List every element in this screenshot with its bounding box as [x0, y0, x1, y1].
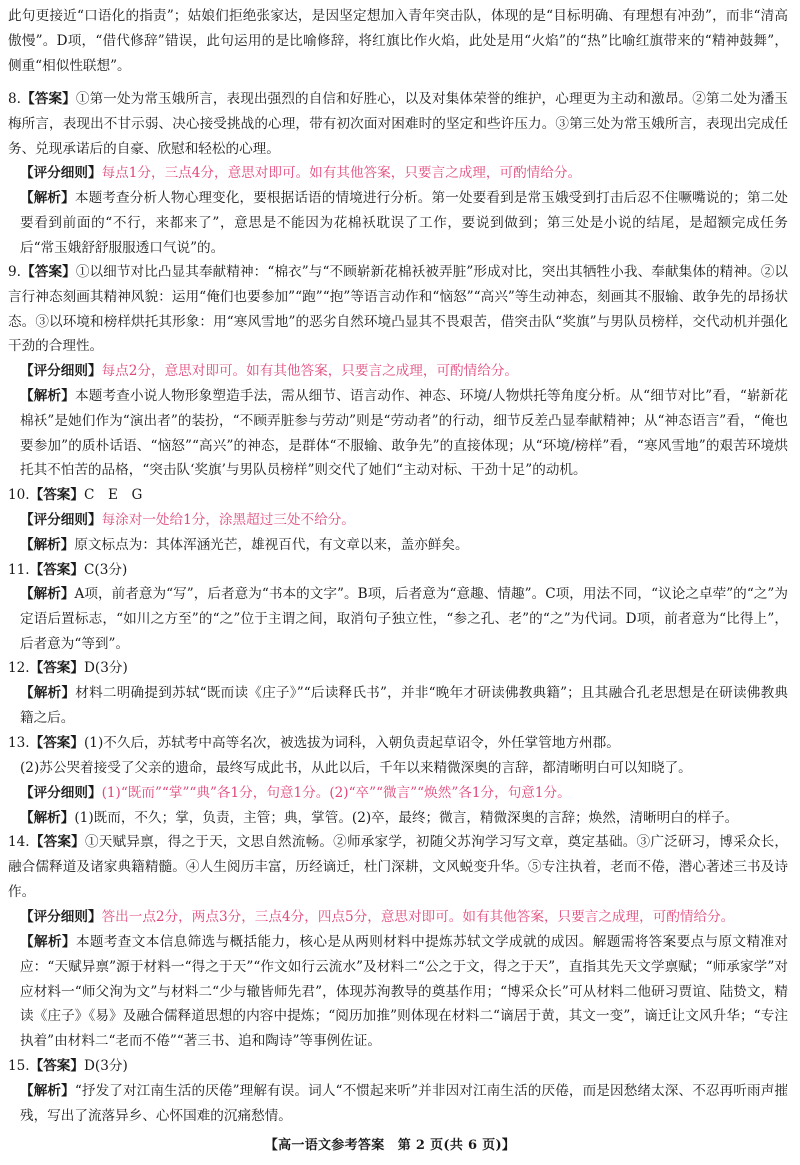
body-text: 原文标点为：其体浑涵光芒，雄视百代，有文章以来，盖亦鲜矣。	[74, 537, 469, 553]
section-label: 【答案】	[29, 735, 84, 751]
section-label: 【答案】	[29, 1058, 84, 1074]
section-label: 【评分细则】	[20, 363, 102, 379]
answer-paragraph-p15a	[8, 1054, 788, 1079]
section-label: 【解析】	[20, 586, 75, 602]
section-label: 【评分细则】	[20, 165, 102, 181]
body-text: “抒发了对江南生活的厌倦”理解有误。词人“不惯起来听”并非因对江南生活的厌倦，而是因愁绪太深、不忍再听雨声摧残，写出了流落异乡、心怀国难的沉痛愁情。	[20, 1083, 789, 1124]
answer-paragraph-p10c	[8, 533, 788, 558]
section-label: 【解析】	[20, 537, 75, 553]
answer-paragraph-p14a	[8, 830, 788, 904]
body-text: ①第一处为常玉娥所言，表现出强烈的自信和好胜心，以及对集体荣誉的维护，心理更为主动和激昂。②第二处为潘玉梅所言，表现出不甘示弱、决心接受挑战的心理，带有初次面对困难时的坚定和些许压力。③第三处为常玉娥所言，表现出完成任务、兑现承诺后的自豪、欣慰和轻松的心理。	[8, 91, 788, 157]
body-text: ①天赋异禀，得之于天，文思自然流畅。②师承家学，初随父苏洵学习写文章，奠定基础。③广泛研习，博采众长，融合儒释道及诸家典籍精髓。④人生阅历丰富，历经谪迁，杜门深耕，文风蜕变升华。⑤专注执着，老而不倦，潜心著述三书及诗作。	[8, 834, 789, 900]
answer-paragraph-p9c	[8, 384, 788, 483]
section-label: 【答案】	[29, 834, 85, 850]
body-text: 10.	[8, 487, 30, 503]
answer-paragraph-p13c	[8, 781, 788, 806]
scoring-rule-text: 答出一点2分，两点3分，三点4分，四点5分，意思对即可。如有其他答案，只要言之成理，可酌情给分。	[101, 909, 735, 925]
answer-paragraph-p11a	[8, 558, 788, 583]
body-text: (2)苏公哭着接受了父亲的遗命，最终写成此书，从此以后，千年以来精微深奥的言辞，都清晰明白可以知晓了。	[20, 760, 692, 776]
section-label: 【评分细则】	[20, 512, 102, 528]
answer-paragraph-p13a	[8, 731, 788, 756]
scoring-rule-text: 每点1分，三点4分，意思对即可。如有其他答案，只要言之成理，可酌情给分。	[101, 165, 582, 181]
section-label: 【解析】	[20, 1083, 75, 1099]
body-text: (1)既而，不久；掌，负责，主管；典，掌管。(2)卒，最终；微言，精微深奥的言辞；焕然，清晰明白的样子。	[74, 810, 739, 826]
section-label: 【解析】	[20, 685, 76, 701]
section-label: 【评分细则】	[20, 785, 102, 801]
section-label: 【答案】	[20, 264, 76, 280]
section-label: 【解析】	[20, 934, 76, 950]
body-text: D(3分)	[84, 660, 128, 676]
scoring-rule-text: 每涂对一处给1分，涂黑超过三处不给分。	[101, 512, 355, 528]
answer-paragraph-p13b	[8, 756, 788, 781]
body-text: 8.	[8, 91, 21, 107]
body-text: C E G	[84, 487, 143, 503]
body-text: 11.	[8, 562, 30, 578]
section-label: 【答案】	[29, 562, 84, 578]
body-text: 本题考查小说人物形象塑造手法，需从细节、语言动作、神态、环境/人物烘托等角度分析。从“细节对比”看，“崭新花棉袄”是她们作为“演出者”的装扮，“不顾弄脏参与劳动”则是“劳动者”的行动，细节反差凸显奉献精神；从“神态语言”看，“俺也要参加”的质朴话语、“恼怒”“高兴”的神态，是群体“不服输、敢争先”的直接体现；从“环境/榜样”看，“寒风雪地”的艰苦环境烘托其不怕苦的品格，“突击队‘奖旗’与男队员榜样”则交代了她们“主动对标、干劲十足”的动机。	[20, 388, 789, 479]
answer-paragraph-p14b	[8, 905, 788, 930]
scoring-rule-text: (1)“既而”“掌”“典”各1分，句意1分。(2)“卒”“微言”“焕然”各1分，句意1分。	[101, 785, 571, 801]
body-text: 15.	[8, 1058, 30, 1074]
section-label: 【评分细则】	[20, 909, 102, 925]
body-text: 14.	[8, 834, 30, 850]
answer-paragraph-p8c	[8, 186, 788, 260]
body-text: 材料二明确提到苏轼“既而读《庄子》”“后读释氏书”，并非“晚年才研读佛教典籍”；且其融合孔老思想是在研读佛教典籍之后。	[20, 685, 788, 726]
answer-paragraph-p10a	[8, 483, 788, 508]
answer-paragraph-p9a	[8, 260, 788, 359]
body-text: 本题考查分析人物心理变化，要根据话语的情境进行分析。第一处要看到是常玉娥受到打击后忍不住噘嘴说的；第二处要看到前面的“不行，来都来了”，意思是不能因为花棉袄耽误了工作，要说到做到；第三处是小说的结尾，是超额完成任务后“常玉娥舒舒服服透口气说”的。	[20, 190, 789, 256]
answer-paragraph-p11b	[8, 582, 788, 656]
body-text: A项，前者意为“写”，后者意为“书本的文字”。B项，后者意为“意趣、情趣”。C项，用法不同，“议论之卓荦”的“之”为定语后置标志，“如川之方至”的“之”位于主谓之间，取消句子独立性，“参之孔、老”的“之”为代词。D项，前者意为“比得上”，后者意为“等到”。	[20, 586, 789, 652]
answer-paragraph-p13d	[8, 806, 788, 831]
section-label: 【答案】	[29, 487, 84, 503]
body-text: D(3分)	[84, 1058, 128, 1074]
section-label: 【答案】	[20, 91, 76, 107]
answer-paragraph-p7	[8, 4, 788, 78]
body-text: 13.	[8, 735, 30, 751]
section-label: 【答案】	[29, 660, 84, 676]
body-text: ①以细节对比凸显其奉献精神：“棉衣”与“不顾崭新花棉袄被弄脏”形成对比，突出其牺牲小我、奉献集体的精神。②以言行神态刻画其精神风貌：运用“俺们也要参加”“跑”“抱”等语言动作和“恼怒”“高兴”等生动神态，刻画其不服输、敢争先的昂扬状态。③以环境和榜样烘托其形象：用“寒风雪地”的恶劣自然环境凸显其不畏艰苦，借突击队“奖旗”与男队员榜样，交代动机并强化干劲的合理性。	[8, 264, 789, 355]
page-footer: 【高一语文参考答案 第 2 页(共 6 页)】	[264, 1138, 516, 1153]
answer-paragraph-p8a	[8, 87, 788, 161]
body-text: 此句更接近“口语化的指责”；姑娘们拒绝张家达，是因坚定想加入青年突击队，体现的是“目标明确、有理想有冲劲”，而非“清高傲慢”。D项，“借代修辞”错误，此句运用的是比喻修辞，将红旗比作火焰，此处是用“火焰”的“热”比喻红旗带来的“精神鼓舞”，侧重“相似性联想”。	[8, 8, 788, 74]
answer-key-page	[8, 0, 788, 1165]
section-label: 【解析】	[20, 388, 75, 404]
body-text: 12.	[8, 660, 30, 676]
scoring-rule-text: 每点2分，意思对即可。如有其他答案，只要言之成理，可酌情给分。	[101, 363, 519, 379]
body-text: 本题考查文本信息筛选与概括能力，核心是从两则材料中提炼苏轼文学成就的成因。解题需将答案要点与原文精准对应：“天赋异禀”源于材料一“得之于天”“作文如行云流水”及材料二“公之于文，得之于天”，直指其先天文学禀赋；“师承家学”对应材料一“师父洵为文”与材料二“少与辙皆师先君”，体现苏洵教导的奠基作用；“博采众长”可从材料二他研习贾谊、陆贽文，精读《庄子》《易》及融合儒释道思想的内容中提炼；“阅历加推”则体现在材料二“谪居于黄，其文一变”，谪迁让文风升华；“专注执着”由材料二“老而不倦”“著三书、追和陶诗”等事例佐证。	[20, 934, 789, 1050]
section-label: 【解析】	[20, 810, 75, 826]
body-text: 9.	[8, 264, 21, 280]
answer-paragraph-p12b	[8, 681, 788, 731]
body-text: (1)不久后，苏轼考中高等名次，被选拔为词科，入朝负责起草诏令，外任掌管地方州郡。	[84, 735, 620, 751]
answer-paragraph-p15b	[8, 1079, 788, 1129]
answer-paragraph-p9b	[8, 359, 788, 384]
answer-paragraph-p12a	[8, 656, 788, 681]
body-text: C(3分)	[84, 562, 128, 578]
answer-paragraph-p10b	[8, 508, 788, 533]
answer-paragraph-p14c	[8, 930, 788, 1054]
answer-paragraph-p8b	[8, 161, 788, 186]
section-label: 【解析】	[20, 190, 75, 206]
